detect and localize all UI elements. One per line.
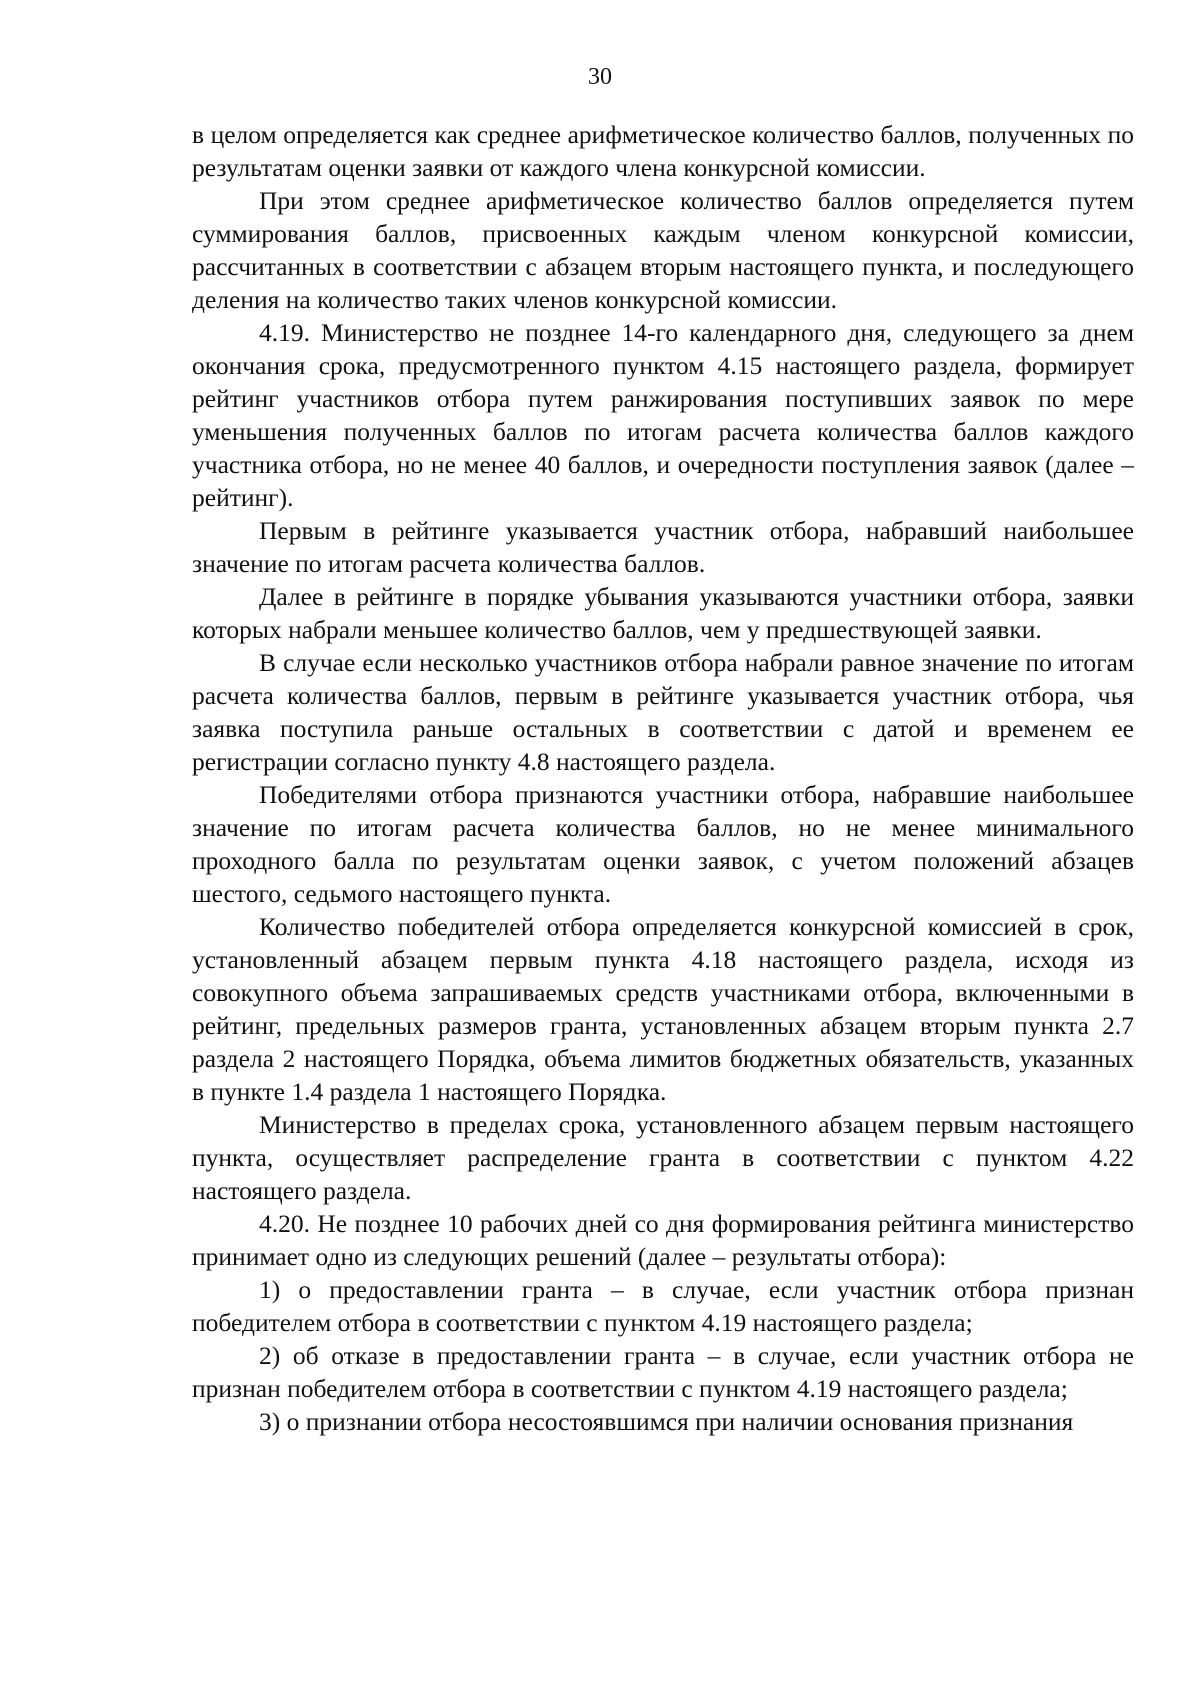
page-number: 30 <box>588 64 612 90</box>
list-item-2: 2) об отказе в предоставлении гранта – в случае, если участник отбора не признан победителем отбора в соответствии с пунктом 4.19 настоящего раздела; <box>192 1341 1134 1403</box>
paragraph-continuation: в целом определяется как среднее арифметическое количество баллов, полученных по результатам оценки заявки от каждого члена конкурсной комиссии. <box>192 120 1134 182</box>
paragraph-clause-4-20: 4.20. Не позднее 10 рабочих дней со дня формирования рейтинга министерство принимает одно из следующих решений (далее – результаты отбора): <box>192 1209 1134 1271</box>
paragraph: При этом среднее арифметическое количество баллов определяется путем суммирования баллов, присвоенных каждым членом конкурсной комиссии, рассчитанных в соответствии с абзацем вторым настоящего пункта, и последующего деления на количество таких членов конкурсной комиссии. <box>192 186 1134 314</box>
paragraph: В случае если несколько участников отбора набрали равное значение по итогам расчета количества баллов, первым в рейтинге указывается участник отбора, чья заявка поступила раньше остальных в соответствии с датой и временем ее регистрации согласно пункту 4.8 настоящего раздела. <box>192 648 1134 776</box>
document-body <box>192 118 1134 1438</box>
paragraph: Далее в рейтинге в порядке убывания указываются участники отбора, заявки которых набрали меньшее количество баллов, чем у предшествующей заявки. <box>192 582 1134 644</box>
list-item-3: 3) о признании отбора несостоявшимся при наличии основания признания <box>259 1407 1074 1436</box>
paragraph-clause-4-19: 4.19. Министерство не позднее 14-го календарного дня, следующего за днем окончания срока, предусмотренного пунктом 4.15 настоящего раздела, формирует рейтинг участников отбора путем ранжирования поступивших заявок по мере уменьшения полученных баллов по итогам расчета количества баллов каждого участника отбора, но не менее 40 баллов, и очередности поступления заявок (далее – рейтинг). <box>192 318 1134 512</box>
paragraph: Первым в рейтинге указывается участник отбора, набравший наибольшее значение по итогам расчета количества баллов. <box>192 516 1134 578</box>
list-item-1: 1) о предоставлении гранта – в случае, если участник отбора признан победителем отбора в соответствии с пунктом 4.19 настоящего раздела; <box>192 1275 1134 1337</box>
paragraph: Победителями отбора признаются участники отбора, набравшие наибольшее значение по итогам расчета количества баллов, но не менее минимального проходного балла по результатам оценки заявок, с учетом положений абзацев шестого, седьмого настоящего пункта. <box>192 780 1134 908</box>
paragraph: Министерство в пределах срока, установленного абзацем первым настоящего пункта, осуществляет распределение гранта в соответствии с пунктом 4.22 настоящего раздела. <box>192 1110 1134 1205</box>
paragraph: Количество победителей отбора определяется конкурсной комиссией в срок, установленный абзацем первым пункта 4.18 настоящего раздела, исходя из совокупного объема запрашиваемых средств участниками отбора, включенными в рейтинг, предельных размеров гранта, установленных абзацем вторым пункта 2.7 раздела 2 настоящего Порядка, объема лимитов бюджетных обязательств, указанных в пункте 1.4 раздела 1 настоящего Порядка. <box>192 912 1134 1106</box>
